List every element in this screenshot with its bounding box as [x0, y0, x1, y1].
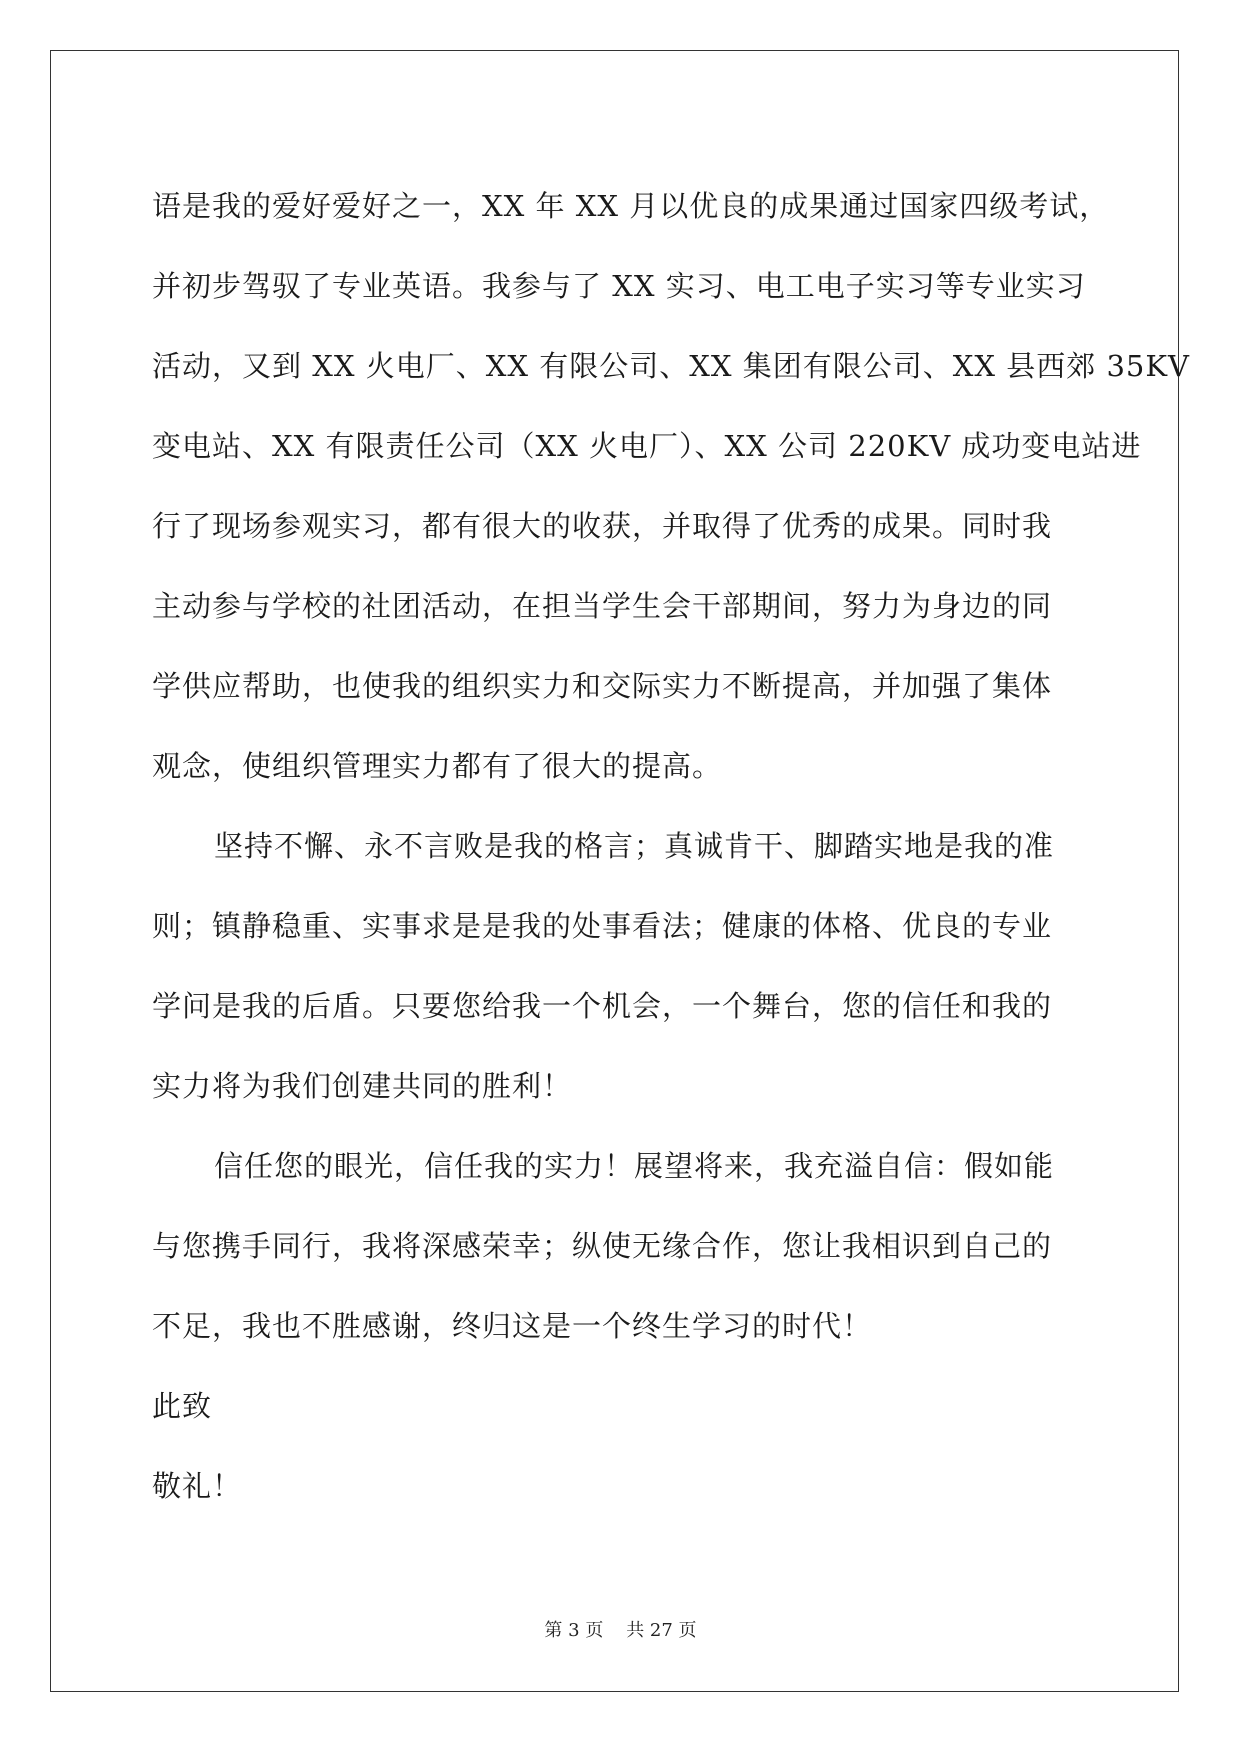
body-line-11: 学问是我的后盾。只要您给我一个机会，一个舞台，您的信任和我的 — [152, 989, 1053, 1023]
body-line-5: 行了现场参观实习，都有很大的收获，并取得了优秀的成果。同时我 — [152, 509, 1053, 543]
body-line-14: 与您携手同行，我将深感荣幸；纵使无缘合作，您让我相识到自己的 — [152, 1229, 1053, 1263]
closing-salutation: 此致 — [152, 1389, 213, 1423]
body-line-15: 不足，我也不胜感谢，终归这是一个终生学习的时代！ — [152, 1309, 873, 1343]
body-line-13: 信任您的眼光，信任我的实力！展望将来，我充溢自信：假如能 — [214, 1149, 1055, 1183]
body-line-9: 坚持不懈、永不言败是我的格言；真诚肯干、脚踏实地是我的准 — [214, 829, 1055, 863]
body-line-6: 主动参与学校的社团活动，在担当学生会干部期间，努力为身边的同 — [152, 589, 1053, 623]
body-line-7: 学供应帮助，也使我的组织实力和交际实力不断提高，并加强了集体 — [152, 669, 1053, 703]
body-line-2: 并初步驾驭了专业英语。我参与了 XX 实习、电工电子实习等专业实习 — [152, 269, 1086, 303]
body-line-8: 观念，使组织管理实力都有了很大的提高。 — [152, 749, 723, 783]
body-line-4: 变电站、XX 有限责任公司（XX 火电厂）、XX 公司 220KV 成功变电站进 — [152, 429, 1142, 463]
body-line-3: 活动，又到 XX 火电厂、XX 有限公司、XX 集团有限公司、XX 县西郊 35KV — [152, 349, 1190, 383]
body-line-12: 实力将为我们创建共同的胜利！ — [152, 1069, 573, 1103]
page-number-footer: 第 3 页 共 27 页 — [544, 1620, 697, 1641]
closing-regards: 敬礼！ — [152, 1469, 243, 1503]
body-line-10: 则；镇静稳重、实事求是是我的处事看法；健康的体格、优良的专业 — [152, 909, 1053, 943]
body-line-1: 语是我的爱好爱好之一，XX 年 XX 月以优良的成果通过国家四级考试， — [152, 189, 1110, 223]
document-body — [152, 166, 1190, 1526]
